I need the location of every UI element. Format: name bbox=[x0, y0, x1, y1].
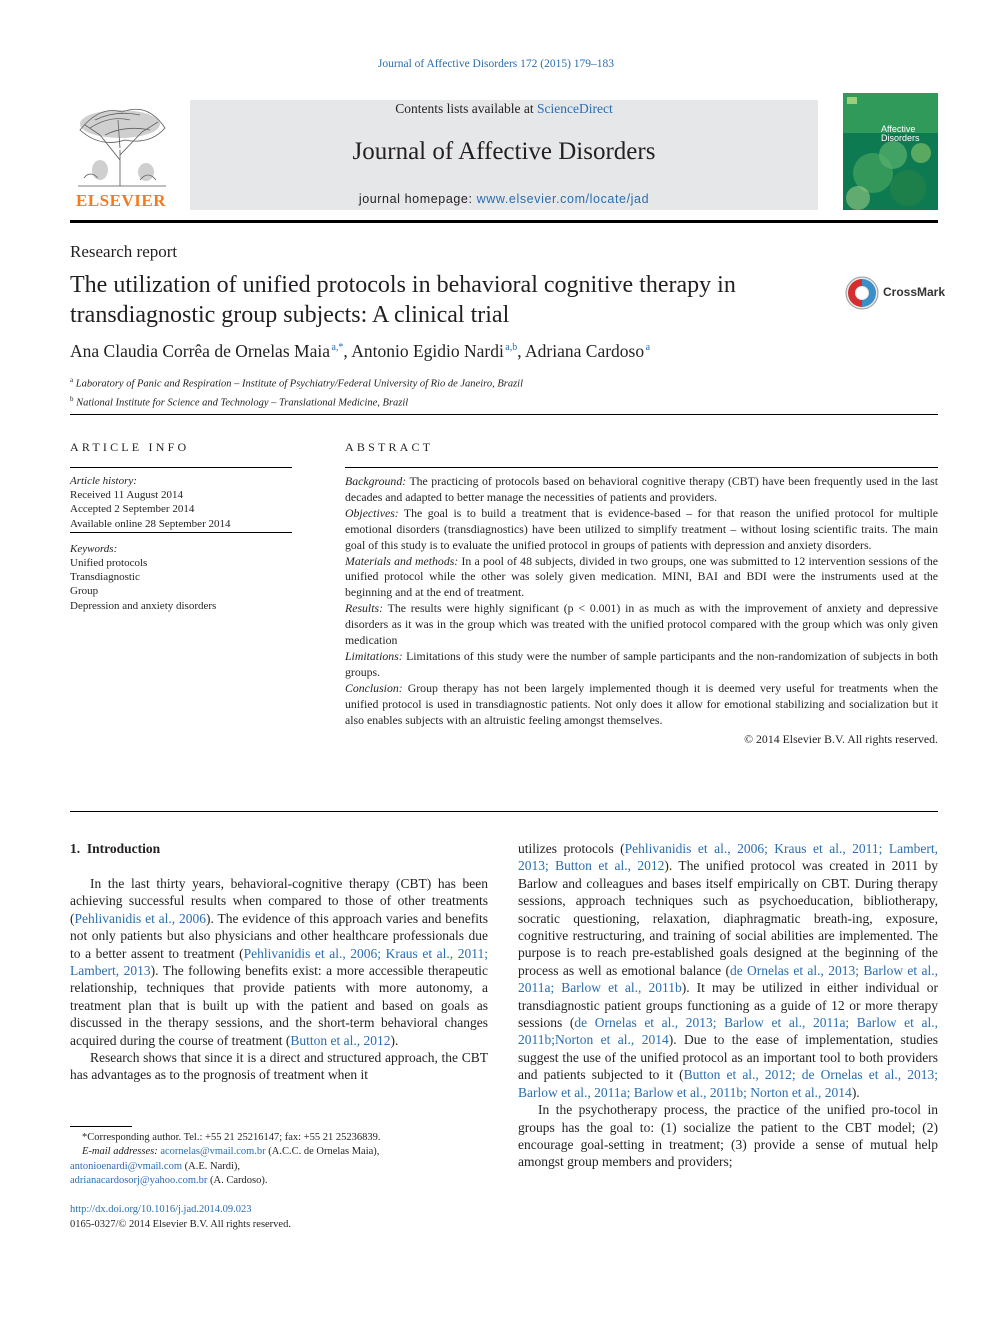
journal-title: Journal of Affective Disorders bbox=[352, 138, 656, 165]
body-column-left bbox=[70, 858, 488, 1084]
crossmark-button[interactable] bbox=[845, 276, 946, 310]
corresponding-note: *Corresponding author. Tel.: +55 21 25216147; fax: +55 21 25236839. bbox=[82, 1132, 381, 1143]
journal-cover-image[interactable] bbox=[843, 93, 938, 210]
citation-link[interactable]: Pehlivanidis et al., 2006; Kraus et al., 2011; Lambert, 2013; Button et al., 2012 bbox=[518, 841, 938, 874]
affiliation-item bbox=[70, 373, 523, 392]
affiliation-item bbox=[70, 392, 523, 411]
header-rule bbox=[70, 220, 938, 223]
article-info-heading: ARTICLE INFO bbox=[70, 440, 190, 454]
history-label: Article history: bbox=[70, 475, 137, 487]
email-link[interactable]: acornelas@vmail.com.br bbox=[160, 1146, 266, 1158]
available-date: Available online 28 September 2014 bbox=[70, 517, 231, 530]
contents-prefix: Contents lists available at bbox=[395, 101, 537, 116]
body-text: ). The unified protocol was created in 2011 by Barlow and colleagues and bases itself empirically on CBT. During therapy sessions, approach techniques such as psychoeducation, bibliotherapy, socratic questioning, relaxation, diaphragmatic breath-ing, exposure, cognitive restructuring, and training of social abilities are implemented. The purpose is to reach pre-established goals designed at the beginning of the process as well as emotional balance ( bbox=[518, 858, 938, 978]
keyword: Unified protocols bbox=[70, 557, 148, 570]
intro-heading: 1. Introduction bbox=[70, 841, 161, 856]
body-text: ). The following benefits exist: a more accessible therapeutic relationship, techniques that provide patients with more autonomy, a treatment plan that is built up with the patient and based on goals as discussed in the therapy sessions, and the short-term behavioral changes acquired during the course of treatment ( bbox=[70, 963, 488, 1048]
author-name[interactable]: Antonio Egidio Nardi bbox=[351, 341, 504, 361]
email-note bbox=[70, 1160, 500, 1174]
history-rule bbox=[70, 532, 292, 533]
footnote-rule bbox=[70, 1126, 132, 1127]
citation-link[interactable]: de Ornelas et al., 2013; Barlow et al., 2011a; Barlow et al., 2011b;Norton et al., 2014 bbox=[518, 1015, 938, 1048]
elsevier-tree-icon bbox=[70, 100, 172, 188]
body-text: ). bbox=[851, 1084, 860, 1100]
body-paragraph bbox=[70, 875, 488, 1049]
abstract-text: In a pool of 48 subjects, divided in two groups, one was submitted to 12 intervention sessions of the unified protocol while the other was solely given medication. MINI, BAI and BDI were the instruments used at the beginning and at the end of treatment. bbox=[345, 553, 938, 600]
email-note bbox=[70, 1174, 500, 1188]
body-column-right bbox=[518, 840, 938, 1171]
body-text: In the last thirty years, behavioral-cognitive therapy (CBT) has been achieving successful results when compared to those of other treatments ( bbox=[70, 876, 488, 926]
cover-art-icon bbox=[843, 93, 938, 210]
affiliation-text: Laboratory of Panic and Respiration – Institute of Psychiatry/Federal University of Rio de Janeiro, Brazil bbox=[75, 378, 523, 390]
article-info bbox=[70, 474, 292, 613]
journal-banner bbox=[190, 100, 818, 210]
accepted-date: Accepted 2 September 2014 bbox=[70, 503, 195, 516]
email-link[interactable]: adrianacardosorj@yahoo.com.br bbox=[70, 1175, 208, 1187]
body-text: ). The evidence of this approach varies and benefits not only patients but also physicians and other healthcare professionals due to a better assent to treatment ( bbox=[70, 910, 488, 961]
abstract-section bbox=[345, 474, 938, 506]
cover-title-2: Disorders bbox=[881, 133, 920, 143]
keyword: Group bbox=[70, 585, 99, 598]
author-name[interactable]: Ana Claudia Corrêa de Ornelas Maia bbox=[70, 341, 330, 361]
keyword: Transdiagnostic bbox=[70, 571, 140, 584]
abstract-heading: ABSTRACT bbox=[345, 440, 434, 454]
sciencedirect-link[interactable]: ScienceDirect bbox=[537, 101, 613, 116]
abstract-text: The practicing of protocols based on behavioral cognitive therapy (CBT) have been frequently used in the last decades and adapted to better manage the necessities of patients and providers. bbox=[345, 474, 938, 504]
author-list: Ana Claudia Corrêa de Ornelas Maia $^{a,*}$, Antonio Egidio Nardi $^{a,b}$, Adriana Cardoso $^a$ bbox=[70, 341, 651, 361]
abstract-label: Conclusion: bbox=[345, 680, 403, 695]
affiliation-text: National Institute for Science and Technology – Translational Medicine, Brazil bbox=[76, 397, 409, 408]
abstract-label: Limitations: bbox=[345, 648, 403, 663]
email-label: E-mail addresses: bbox=[82, 1146, 161, 1158]
elsevier-logo bbox=[70, 100, 172, 212]
body-paragraph: Research shows that since it is a direct and structured approach, the CBT has advantages as to the prognosis of treatment when it bbox=[70, 1050, 488, 1083]
cover-title-1: Affective bbox=[881, 124, 916, 134]
abstract-label: Materials and methods: bbox=[345, 553, 459, 568]
crossmark-icon bbox=[845, 276, 879, 310]
affiliation-sup: a bbox=[70, 376, 74, 384]
abstract-text: The results were highly significant (p < 0.001) in as much as with the improvement of anxiety and depressive disorders as it was in the group which was treated with the unified protocol compared with the group which was only given medication bbox=[345, 601, 938, 648]
email-link[interactable]: antonioenardi@vmail.com bbox=[70, 1160, 183, 1172]
keywords-label: Keywords: bbox=[70, 542, 118, 555]
abstract-label: Objectives: bbox=[345, 505, 399, 520]
author-affil-sup[interactable]: a,b bbox=[505, 342, 518, 354]
affil-rule bbox=[70, 414, 938, 415]
email-owner: (A.E. Nardi), bbox=[182, 1160, 241, 1172]
body-text: ). It may be utilized in either individual or transdiagnostic patient groups functioning as a guide of 12 or more therapy sessions ( bbox=[518, 980, 939, 1031]
article-type: Research report bbox=[70, 242, 178, 261]
elsevier-wordmark: ELSEVIER bbox=[76, 191, 166, 210]
abstract-text: Limitations of this study were the number of sample participants and the non-randomization of subjects in both groups. bbox=[345, 648, 938, 679]
abstract-copyright: © 2014 Elsevier B.V. All rights reserved. bbox=[744, 731, 938, 746]
journal-citation[interactable]: Journal of Affective Disorders 172 (2015) 179–183 bbox=[377, 58, 615, 70]
author-affil-sup[interactable]: a bbox=[645, 342, 651, 354]
abstract-section bbox=[345, 649, 938, 681]
email-owner: (A.C.C. de Ornelas Maia), bbox=[265, 1146, 380, 1158]
abstract-end-rule bbox=[70, 811, 938, 812]
abstract-body bbox=[345, 474, 938, 747]
received-date: Received 11 August 2014 bbox=[70, 489, 183, 502]
abstract-section bbox=[345, 681, 938, 729]
homepage-prefix: journal homepage: bbox=[358, 192, 477, 206]
abstract-rule bbox=[345, 467, 938, 468]
citation-link[interactable]: Button et al., 2012; de Ornelas et al., 2013; Barlow et al., 2011a; Barlow et al., 2011b; Norton et al., 2014 bbox=[518, 1067, 939, 1100]
abstract-section bbox=[345, 506, 938, 554]
abstract-text: The goal is to build a treatment that is evidence-based – for that reason the unified protocol for multiple emotional disorders (transdiagnostics) have been utilized to simplify treatment – without losing scientific traits. The main goal of this study is to evaluate the unified protocol in groups of patients with depression and anxiety disorders. bbox=[345, 505, 938, 552]
citation-link[interactable]: Pehlivanidis et al., 2006; Kraus et al., 2011; Lambert, 2013 bbox=[70, 945, 488, 979]
article-title: The utilization of unified protocols in behavioral cognitive therapy in transdiagnostic group subjects: A clinical trial bbox=[70, 272, 736, 328]
affiliations bbox=[70, 373, 523, 410]
corresponding-text: Corresponding author. Tel.: +55 21 25216147; fax: +55 21 25236839. bbox=[87, 1132, 381, 1143]
citation-link[interactable]: Pehlivanidis et al., 2006 bbox=[74, 910, 207, 926]
homepage-line bbox=[190, 192, 818, 206]
footer bbox=[70, 1202, 291, 1232]
body-paragraph bbox=[518, 840, 938, 1101]
homepage-link[interactable]: www.elsevier.com/locate/jad bbox=[476, 192, 650, 206]
footnotes bbox=[70, 1131, 500, 1189]
body-text: ). bbox=[390, 1032, 399, 1048]
citation-link[interactable]: Button et al., 2012 bbox=[290, 1032, 391, 1048]
body-text: ). Due to the ease of implementation, studies suggest the use of the unified protocol as an important tool to both providers and patients subjected to it ( bbox=[518, 1032, 939, 1083]
author-affil-sup[interactable]: a,* bbox=[331, 342, 344, 354]
keyword: Depression and anxiety disorders bbox=[70, 599, 217, 612]
doi-link[interactable]: http://dx.doi.org/10.1016/j.jad.2014.09.023 bbox=[70, 1204, 252, 1215]
abstract-section bbox=[345, 554, 938, 602]
crossmark-label: CrossMark bbox=[883, 285, 946, 299]
body-paragraph: In the psychotherapy process, the practice of the unified pro-tocol in groups has the goal to: (1) socialize the patient to the CBT model; (2) encourage goal-setting in treatment; (3) provide a sense of mutual help amongst group members and providers; bbox=[518, 1102, 938, 1170]
issn-line: 0165-0327/© 2014 Elsevier B.V. All rights reserved. bbox=[70, 1219, 291, 1230]
contents-line bbox=[190, 101, 818, 117]
abstract-text: Group therapy has not been largely implemented though it is deemed very useful for treatments when the unified protocol is used in transdiagnostic patients. Not only does it allow for emotional stabilizing and socialization but it also enables subjects with an altruistic feeling amongst themselves. bbox=[345, 680, 938, 727]
citation-link[interactable]: de Ornelas et al., 2013; Barlow et al., 2011a; Barlow et al., 2011b bbox=[518, 962, 938, 996]
abstract-label: Background: bbox=[345, 474, 407, 488]
abstract-label: Results: bbox=[345, 601, 384, 616]
body-text: utilizes protocols ( bbox=[518, 841, 625, 856]
email-note bbox=[70, 1145, 500, 1159]
author-name[interactable]: Adriana Cardoso bbox=[525, 341, 645, 361]
affiliation-sup: b bbox=[70, 394, 74, 403]
article-info-rule bbox=[70, 467, 292, 468]
abstract-section bbox=[345, 601, 938, 649]
email-owner: (A. Cardoso). bbox=[207, 1175, 268, 1187]
